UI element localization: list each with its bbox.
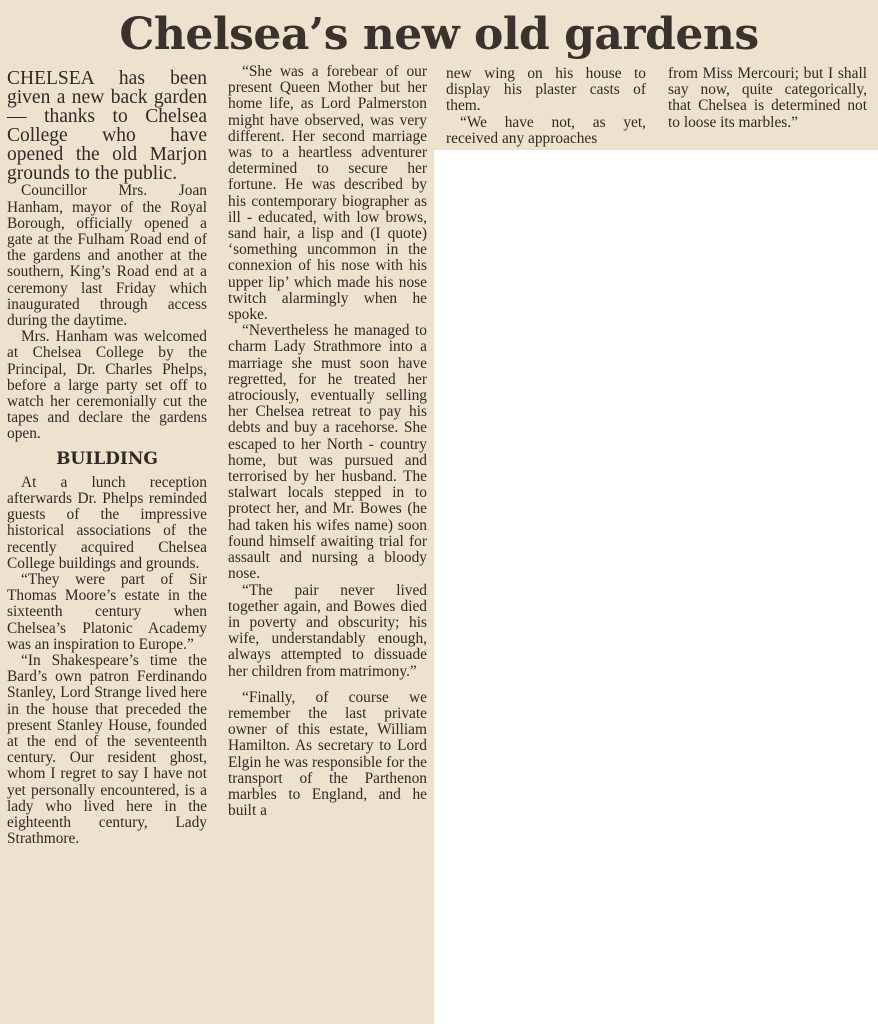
paragraph: new wing on his house to display his plaster casts of them. xyxy=(446,65,646,115)
paragraph: from Miss Mercouri; but I shall say now, quite categorically, that Chelsea is determined not to loose its marbles.” xyxy=(668,65,867,131)
paragraph: “She was a forebear of our present Queen Mother but her home life, as Lord Palmerston might have observed, was very different. Her second marriage was to a heartless adventurer determined to secure her fortune. He was described by his contemporary biographer as ill - educated, with low brows, sand hair, a lisp and (I quote) ‘something uncommon in the connexion of his nose with his upper lip’ which made his nose twitch alarmingly when he spoke. xyxy=(228,63,427,324)
lead-paragraph: CHELSEA has been given a new back garden — thanks to Chelsea College who have opened the old Marjon grounds to the public. xyxy=(7,68,207,184)
paragraph: Councillor Mrs. Joan Hanham, mayor of the Royal Borough, officially opened a gate at the Fulham Road end of the gardens and another at the southern, King’s Road end at a ceremony last Friday which inaugurated through access during the daytime. xyxy=(7,182,207,330)
paragraph: “They were part of Sir Thomas Moore’s estate in the sixteenth century when Chelsea’s Platonic Academy was an inspiration to Europe.” xyxy=(7,570,207,653)
paragraph: “In Shakespeare’s time the Bard’s own patron Ferdinando Stanley, Lord Strange lived here in the house that preceded the present Stanley House, founded at the end of the seventeenth century. Our resident ghost, whom I regret to say I have not yet personally encountered, is a lady who lived here in the eighteenth century, Lady Strathmore. xyxy=(7,651,207,848)
paragraph: “Nevertheless he managed to charm Lady Strathmore into a marriage she must soon have regretted, for he treated her atrociously, eventually selling her Chelsea retreat to pay his debts and buy a racehorse. She escaped to her North - country home, but was pursued and terrorised by her husband. The stalwart locals stepped in to protect her, and Mr. Bowes (he had taken his wifes name) soon found himself awaiting trial for assault and nursing a bloody nose. xyxy=(228,322,427,583)
paragraph: “Finally, of course we remember the last private owner of this estate, William Hamilton. As secretary to Lord Elgin he was responsible for the transport of the Parthenon marbles to England, and he built a xyxy=(228,688,427,820)
paragraph: At a lunch reception afterwards Dr. Phelps reminded guests of the impressive historical associations of the recently acquired Chelsea College buildings and grounds. xyxy=(7,473,207,572)
subheading: BUILDING xyxy=(56,448,158,469)
column-1 xyxy=(7,70,207,847)
paragraph: “The pair never lived together again, and Bowes died in poverty and obscurity; his wife, understandably enough, always attempted to dissuade her children from matrimony.” xyxy=(228,581,427,680)
column-2 xyxy=(228,64,427,819)
paragraph: Mrs. Hanham was welcomed at Chelsea College by the Principal, Dr. Charles Phelps, before a large party set off to watch her ceremonially cut the tapes and declare the gardens open. xyxy=(7,328,207,443)
paragraph: “We have not, as yet, received any approaches xyxy=(446,113,646,147)
headline: Chelsea’s new old gardens xyxy=(119,9,759,60)
column-4 xyxy=(668,66,867,131)
column-3 xyxy=(446,66,646,147)
